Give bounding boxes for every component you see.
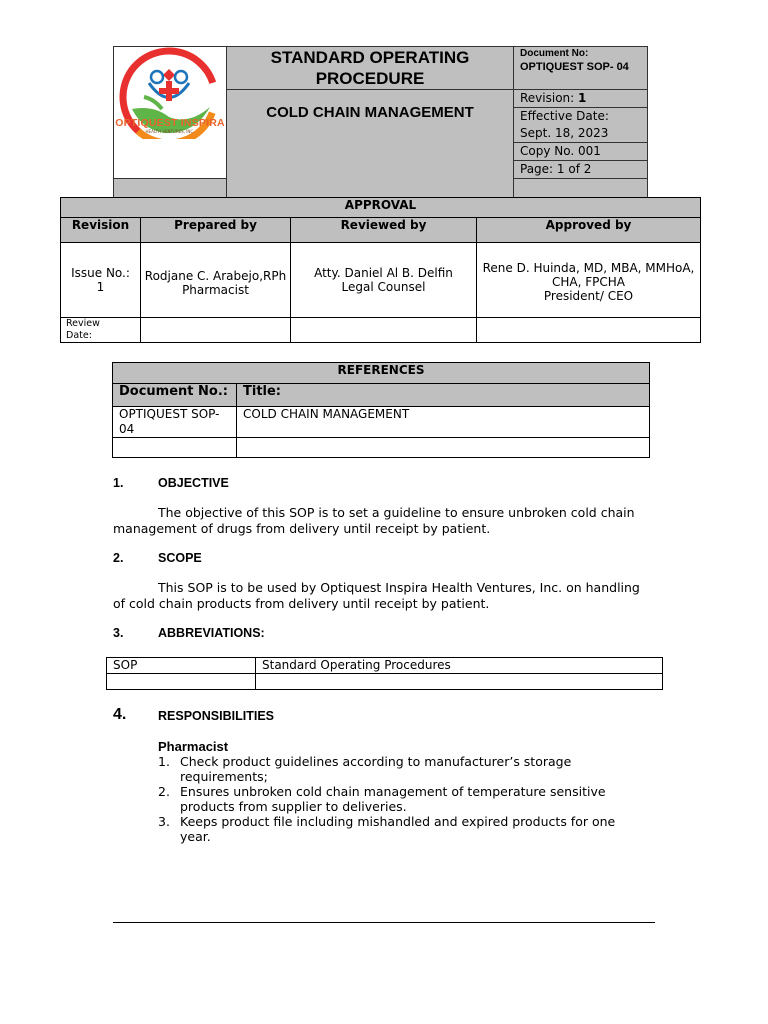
approved-by-name-line1: Rene D. Huinda, MD, MBA, MMHoA, [482,261,695,275]
prepared-by-name: Rodjane C. Arabejo,RPh [144,269,287,283]
review-date-reviewed [291,318,477,343]
reviewed-by-name: Atty. Daniel Al B. Delfin [314,266,453,280]
list-item-number: 1. [158,754,170,769]
effective-value: Sept. 18, 2023 [514,125,647,143]
review-date-cell [61,318,141,343]
approval-table [60,197,701,343]
abbreviation-row [107,674,663,690]
doc-no-cell [514,47,648,90]
responsibilities-list [158,754,638,849]
scope-text-line2: of cold chain products from delivery until receipt by patient. [113,596,490,611]
section-3-number: 3. [113,626,124,640]
references-empty-title [237,438,650,458]
abbreviation-meaning: Standard Operating Procedures [256,658,663,674]
references-title: REFERENCES [113,363,650,384]
abbreviation-term: SOP [107,658,256,674]
section-4-title: RESPONSIBILITIES [158,709,274,723]
revision-label: Revision: [520,91,575,105]
prepared-by-title: Pharmacist [182,283,249,297]
list-item [158,814,638,844]
approved-by-title: President/ CEO [543,289,634,303]
list-item [158,784,638,814]
references-empty-docno [113,438,237,458]
copy-number: Copy No. 001 [514,143,647,161]
reviewed-by-title: Legal Counsel [341,280,426,294]
review-date-approved [477,318,701,343]
issue-label: Issue No.: [71,266,130,280]
references-header-docno: Document No.: [113,384,237,407]
role-pharmacist: Pharmacist [158,739,229,754]
references-title-cell: COLD CHAIN MANAGEMENT [237,407,650,438]
approval-header-revision: Revision [61,218,141,243]
review-date-prepared [141,318,291,343]
document-title: STANDARD OPERATING PROCEDURE [270,48,470,88]
section-1-title: OBJECTIVE [158,476,229,490]
list-item-number: 3. [158,814,170,829]
list-item-number: 2. [158,784,170,799]
section-3-title: ABBREVIATIONS: [158,626,265,640]
approved-by-cell [477,243,701,318]
list-item-text: Keeps product file including mishandled and expired products for one [180,814,616,829]
logo-brand-text: OPTIQUEST INSPIRA [115,117,225,129]
list-item-text: products from supplier to deliveries. [180,799,407,814]
list-item-text: Ensures unbroken cold chain management of temperature sensitive [180,784,606,799]
list-item-text: Check product guidelines according to manufacturer’s storage [180,754,572,769]
list-item-text: year. [180,829,211,844]
section-1-number: 1. [113,476,124,490]
review-date-label-1: Review [66,318,100,329]
logo-cell [114,47,227,179]
scope-text-line1: This SOP is to be used by Optiquest Inspira Health Ventures, Inc. on handling [158,580,640,595]
approval-issue-cell [61,243,141,318]
section-4-number: 4. [113,706,127,723]
references-docno-line1: OPTIQUEST SOP- [119,407,220,421]
references-header-title: Title: [237,384,650,407]
approval-header-approved: Approved by [477,218,701,243]
approval-header-reviewed: Reviewed by [291,218,477,243]
issue-number: 1 [96,280,105,294]
revision-cell [514,90,648,179]
logo-sub-text: HEALTH VENTURES, INC. [145,129,195,134]
references-docno-line2: 04 [119,422,135,436]
effective-label: Effective Date: [520,109,609,123]
objective-text-line1: The objective of this SOP is to set a guideline to ensure unbroken cold chain [158,505,635,520]
document-header [113,46,648,220]
doc-no-label: Document No: [520,48,589,59]
footer-divider [113,922,655,923]
approval-title: APPROVAL [61,198,701,218]
objective-text-line2: management of drugs from delivery until receipt by patient. [113,521,491,536]
list-item [158,754,638,784]
revision-value: 1 [578,91,587,105]
approval-header-prepared: Prepared by [141,218,291,243]
prepared-by-cell [141,243,291,318]
title-cell [227,47,514,90]
doc-no-value: OPTIQUEST SOP- 04 [520,61,629,73]
list-item-text: requirements; [180,769,268,784]
abbreviation-row [107,658,663,674]
section-2-number: 2. [113,551,124,565]
document-subtitle: COLD CHAIN MANAGEMENT [266,104,474,121]
reviewed-by-cell [291,243,477,318]
approved-by-name-line2: CHA, FPCHA [552,275,625,289]
review-date-label-2: Date: [66,330,92,341]
abbreviation-term [107,674,256,690]
references-table [112,362,650,458]
abbreviations-table [106,657,663,690]
references-docno-cell [113,407,237,438]
abbreviation-meaning [256,674,663,690]
page-number: Page: 1 of 2 [520,162,592,176]
section-2-title: SCOPE [158,551,202,565]
